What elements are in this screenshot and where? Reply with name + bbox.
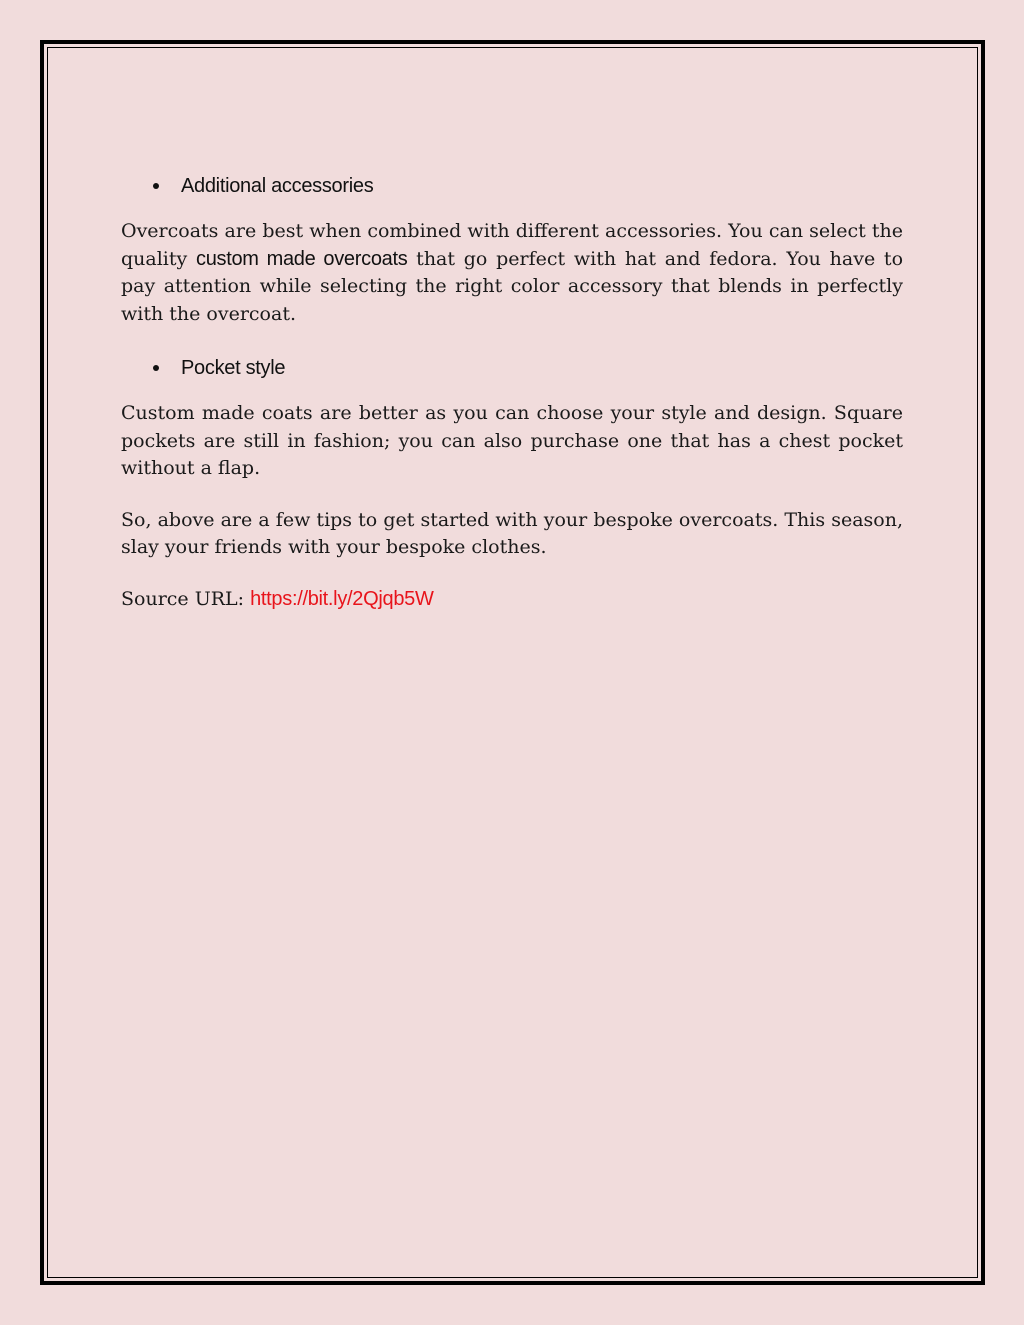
paragraph-accessories [121,218,903,328]
bullet-dot-icon [153,365,159,371]
paragraph-closing: So, above are a few tips to get started with your bespoke overcoats. This season, slay your friends with your bespoke clothes. [121,508,903,558]
bullet-dot-icon [153,183,159,189]
heading-pocket-style: Pocket style [181,357,286,379]
source-label: Source URL: [121,587,251,610]
bullet-pocket-style [121,350,903,386]
custom-made-overcoats-link[interactable]: custom made overcoats [196,247,408,270]
paragraph-pocket-style: Custom made coats are better as you can choose your style and design. Square pockets are still in fashion; you can also purchase one that has a chest pocket without a flap. [121,402,903,479]
bullet-accessories [121,168,903,204]
paragraph-accessories-start: Overcoats are best when combined with different accessories. You can select the quality [121,220,903,270]
source-line [121,586,903,614]
source-url-link[interactable]: https://bit.ly/2Qjqb5W [250,587,434,610]
paragraph-accessories-end: that go perfect with hat and fedora. You have to pay attention while selecting the right color accessory that blends in perfectly with the overcoat. [121,247,904,325]
document-content [121,168,903,613]
heading-accessories: Additional accessories [181,175,374,197]
